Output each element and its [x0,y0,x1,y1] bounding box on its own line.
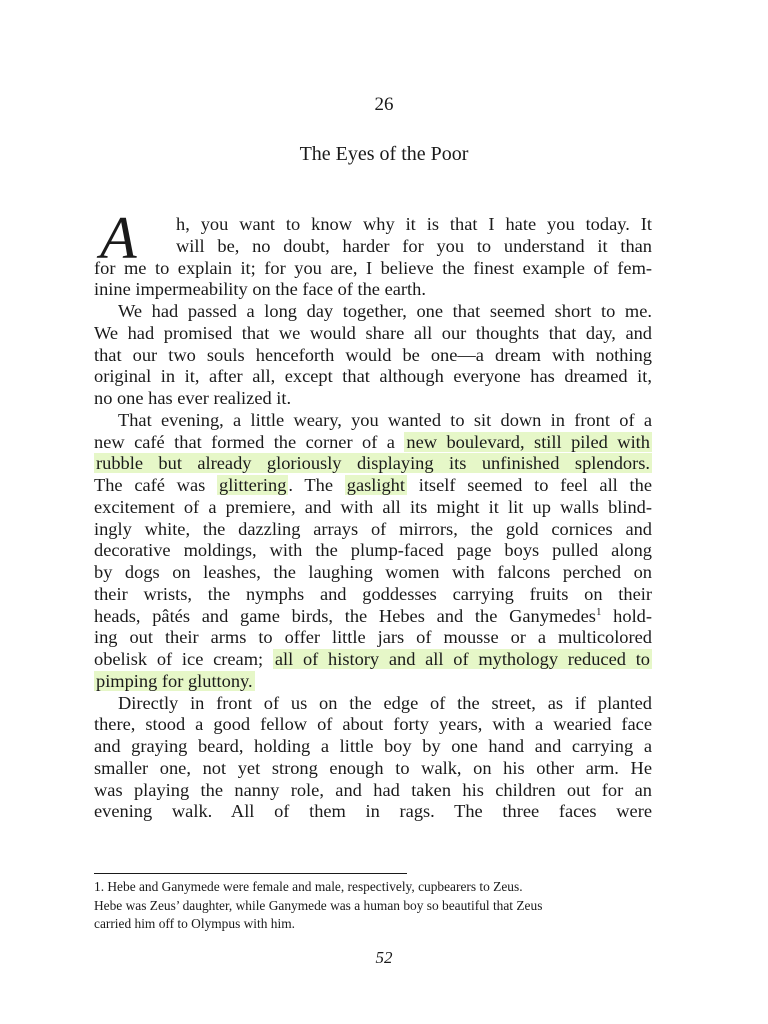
highlight: all of history and all of mythology reduced to [274,649,650,669]
text-line: by dogs on leashes, the laughing women with falcons perched on [94,562,652,582]
text-line [94,453,652,475]
text-line: their wrists, the nymphs and goddesses carrying fruits on their [94,583,652,604]
text-line: will be, no doubt, harder for you to understand it than [176,235,652,256]
text-line: no one has ever realized it. [94,388,292,408]
chapter-number: 26 [374,94,394,115]
text-line: That evening, a little weary, you wanted to sit down in front of a [118,409,652,430]
footnote-line: carried him off to Olympus with him. [94,916,295,931]
text-line: The café was glittering . The gaslight itself seemed to feel all the [94,475,652,495]
text-line: that our two souls henceforth would be one—a dream with nothing [94,344,652,365]
footnote-line: Hebe was Zeus’ daughter, while Ganymede was a human boy so beautiful that Zeus [94,897,543,913]
footnote [94,878,652,934]
footnote-divider [94,873,407,874]
text-line: new café that formed the corner of a new boulevard, still piled with [94,431,650,452]
text-line: ingly white, the dazzling arrays of mirrors, the gold cornices and [94,518,652,539]
text-line: smaller one, not yet strong enough to walk, on his other arm. He [94,757,652,778]
highlight: rubble but already gloriously displaying its unfinished splendors. [96,453,650,474]
highlight: pimping for gluttony. [96,670,253,691]
page-number: 52 [375,948,393,967]
highlight: gaslight [346,475,405,495]
drop-cap: A [100,205,137,271]
text-line: h, you want to know why it is that I hate you today. It [176,214,652,234]
highlight: new boulevard, still piled with [406,431,650,452]
text-line: decorative moldings, with the plump-faced page boys pulled along [94,540,652,561]
text-line: there, stood a good fellow of about forty years, with a wearied face [94,714,652,735]
text-line [94,671,652,693]
text-line: evening walk. All of them in rags. The three faces were [94,801,652,822]
footnote-line: 1. Hebe and Ganymede were female and male, respectively, cupbearers to Zeus. [94,879,523,894]
chapter-title: The Eyes of the Poor [299,143,469,165]
text-line: We had passed a long day together, one that seemed short to me. [118,301,652,321]
text-line: excitement of a premiere, and with all its might it lit up walls blind- [94,496,652,517]
text-line: heads, pâtés and game birds, the Hebes and the Ganymedes$^1$ hold- [94,605,652,626]
text-line: and graying beard, holding a little boy by one hand and carrying a [94,736,652,756]
text-line: original in it, after all, except that although everyone has dreamed it, [94,366,652,387]
text-line: obelisk of ice cream; all of history and all of mythology reduced to [94,649,650,669]
text-line: Directly in front of us on the edge of the street, as if planted [118,692,652,713]
text-line: ing out their arms to offer little jars of mousse or a multicolored [94,627,652,648]
body-text [94,205,652,823]
highlight: glittering [219,475,287,495]
text-line: We had promised that we would share all our thoughts that day, and [94,322,652,343]
text-line: inine impermeability on the face of the earth. [94,279,426,300]
text-line: for me to explain it; for you are, I believe the finest example of fem- [94,257,652,278]
text-line: was playing the nanny role, and had taken his children out for an [94,779,652,800]
footnote-ref: 1 [595,605,602,618]
